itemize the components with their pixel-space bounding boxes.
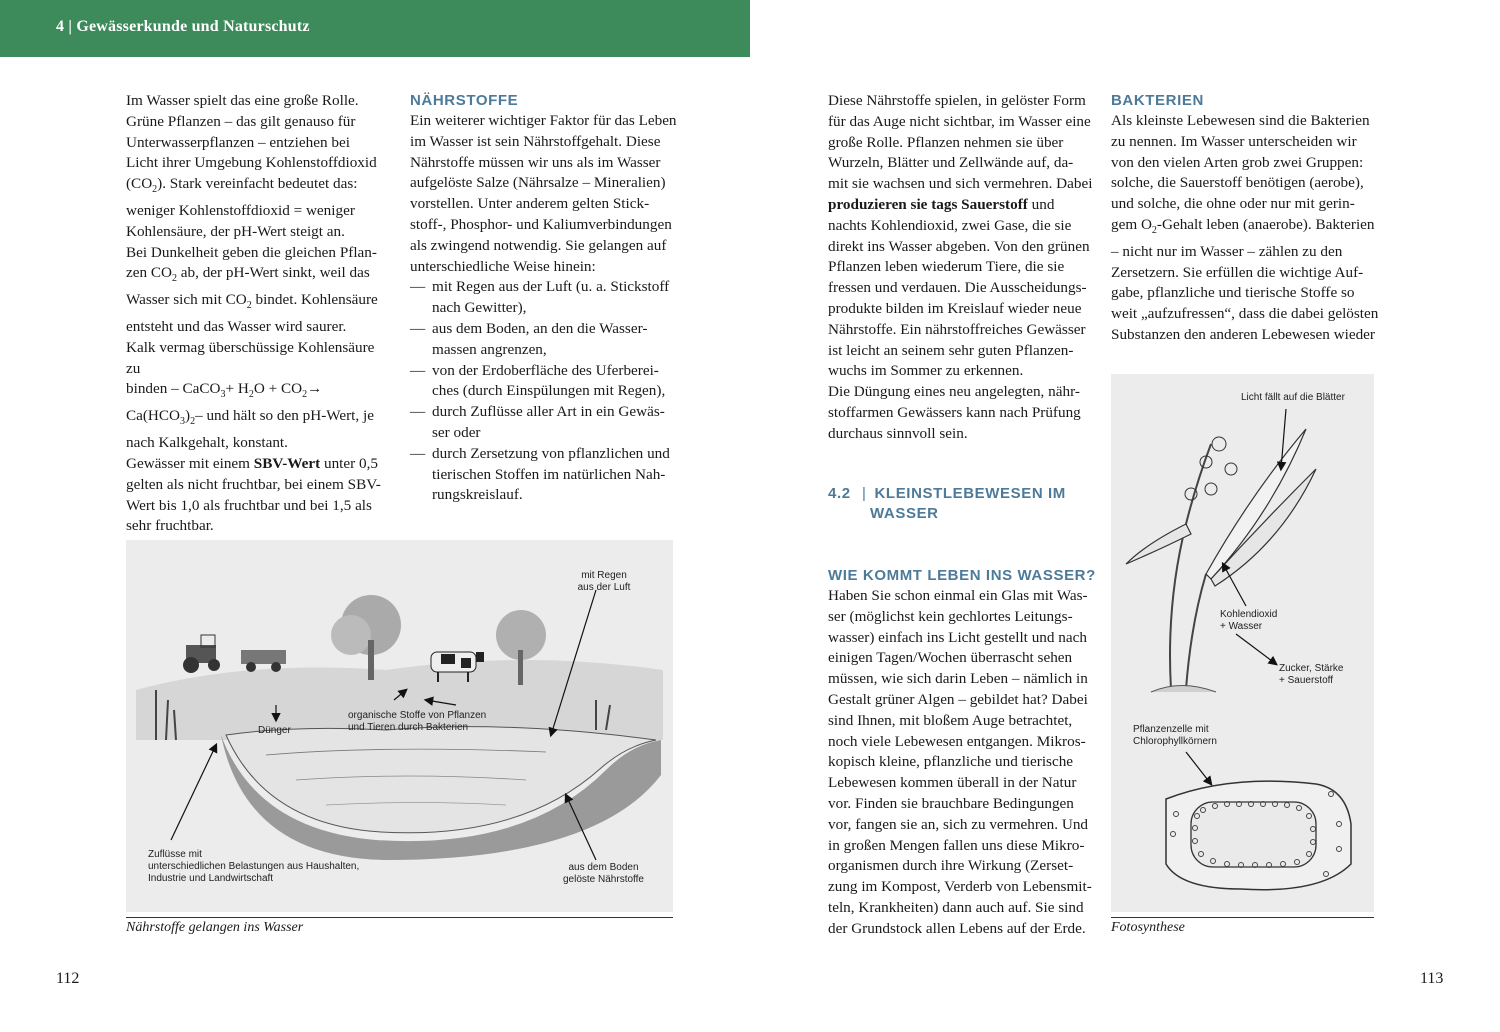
text-line: direkt ins Wasser abgeben. Von den grünen (828, 237, 1090, 255)
nutrient-source-list (410, 277, 678, 506)
section-number: 4.2 (828, 485, 851, 502)
text-line: Wasser sich mit $CO_2$ bindet. Kohlensäure (126, 291, 378, 312)
text-line: mit sie wachsen und sich vermehren. Dabei (828, 175, 1093, 193)
text-line: vorstellen. Unter anderem gelten Stick- (410, 195, 650, 213)
text-line: Haben Sie schon einmal ein Glas mit Was- (828, 587, 1088, 604)
text-line: $Ca(HCO_3)_2-$ und hält so den pH-Wert, je (126, 407, 374, 428)
text-line: für das Auge nicht sichtbar, im Wasser eine (828, 112, 1091, 130)
text-line: im Wasser ist sein Nährstoffgehalt. Diese (410, 132, 661, 150)
section-heading: 4.2 | KLEINSTLEBEWESEN IM WASSER (828, 485, 1066, 522)
text-line: ser (möglichst kein gechlortes Leitungs- (828, 607, 1073, 625)
list-item: — aus dem Boden, an den die Wasser- massen angrenzen, (410, 319, 678, 361)
text-line: zu nennen. Im Wasser unterscheiden wir (1111, 132, 1357, 150)
text-line: vor. Finden sie brauchbare Bedingungen (828, 794, 1074, 812)
list-item: — durch Zuflüsse aller Art in ein Gewäs- ser oder (410, 402, 678, 444)
label-cell: Pflanzenzelle mit Chlorophyllkörnern (1133, 724, 1217, 747)
page-number-right: 113 (1420, 970, 1444, 987)
text-line: Die Düngung eines neu angelegten, nähr- (828, 383, 1080, 401)
text-line: organismen durch ihre Wirkung (Zerset- (828, 857, 1074, 875)
list-item: — von der Erdoberfläche des Uferberei- ches (durch Einspülungen mit Regen), (410, 361, 678, 403)
text-line: gem $O_2$-Gehalt leben (anaerobe). Bakterien (1111, 215, 1375, 237)
list-item: — mit Regen aus der Luft (u. a. Stickstoff nach Gewitter), (410, 277, 678, 319)
photosynthesis-illustration (1111, 374, 1374, 912)
label-rain: mit Regen aus der Luft (577, 570, 631, 593)
text-line: $(CO_2)$. Stark vereinfacht bedeutet das: (126, 175, 358, 196)
heading-bakterien: BAKTERIEN (1111, 92, 1204, 109)
figure-caption: Fotosynthese (1111, 920, 1185, 935)
text-line: gelten als nicht fruchtbar, bei einem SBV- (126, 475, 381, 493)
caption-rule (126, 917, 673, 918)
text-line: Gewässer mit einem SBV-Wert unter 0,5 (126, 454, 378, 472)
text-line: Zersetzern. Sie erfüllen die wichtige Auf- (1111, 263, 1364, 281)
text-line: gabe, pflanzliche und tierische Stoffe so (1111, 284, 1355, 302)
text-line: nachts Kohlendioxid, zwei Gase, die sie (828, 216, 1072, 234)
text-line: Wert bis 1,0 als fruchtbar und bei 1,5 als (126, 496, 372, 514)
text-line: Grüne Pflanzen – das gilt genauso für (126, 112, 356, 130)
left-column-1 (126, 91, 391, 537)
text-line: müssen, wie sich darin Leben – nämlich in (828, 670, 1088, 688)
pond-nutrient-illustration (126, 540, 673, 912)
text-line: große Rolle. Pflanzen nehmen sie über (828, 133, 1064, 151)
text-line: Licht ihrer Umgebung Kohlenstoffdioxid (126, 154, 377, 172)
label-sugar: Zucker, Stärke + Sauerstoff (1279, 663, 1344, 686)
figure-caption: Nährstoffe gelangen ins Wasser (126, 920, 304, 935)
label-fertilizer: Dünger (258, 725, 291, 736)
right-column-1-section (828, 566, 1098, 940)
text-line: Gestalt grüner Algen – gebildet hat? Dabei (828, 690, 1088, 708)
text-line: der Grundstock allen Lebens auf der Erde. (828, 919, 1086, 937)
label-organic: organische Stoffe von Pflanzen und Tieren durch Bakterien (348, 710, 487, 733)
text-line: Diese Nährstoffe spielen, in gelöster Form (828, 92, 1086, 109)
page-number-left: 112 (56, 970, 80, 987)
text-line: entsteht und das Wasser wird saurer. (126, 318, 347, 336)
text-line: fressen und verdauen. Die Ausscheidungs- (828, 279, 1087, 297)
text-line: vor, fangen sie an, sich zu vermehren. Und (828, 815, 1089, 833)
text-line: Ein weiterer wichtiger Faktor für das Leben (410, 112, 677, 129)
left-column-2 (410, 91, 678, 506)
text-line: als zwingend notwendig. Sie gelangen auf (410, 236, 667, 254)
text-line: Bei Dunkelheit geben die gleichen Pflan- (126, 243, 377, 261)
text-line: kopisch kleine, pflanzliche und tierische (828, 753, 1074, 771)
text-line: zung im Kompost, Verderb von Lebensmit- (828, 878, 1092, 896)
photosynthesis-drawing (1111, 374, 1374, 912)
text-line: Lebewesen kommen überall in der Natur (828, 774, 1077, 792)
right-column-2 (1111, 91, 1381, 346)
label-light: Licht fällt auf die Blätter (1241, 392, 1345, 403)
text-line: Unterwasserpflanzen – entziehen bei (126, 133, 350, 151)
caption-rule (1111, 917, 1374, 918)
text-line: noch viele Lebewesen entgangen. Mikros- (828, 732, 1086, 750)
text-line: – nicht nur im Wasser – zählen zu den (1111, 242, 1343, 260)
text-line: von den vielen Arten grob zwei Gruppen: (1111, 153, 1364, 171)
text-line: aufgelöste Salze (Nährsalze – Mineralien) (410, 174, 666, 192)
text-line: wuchs im Sommer zu erkennen. (828, 362, 1024, 380)
text-line: produkte bilden im Kreislauf wieder neue (828, 299, 1082, 317)
text-line: unterschiedliche Weise hinein: (410, 257, 596, 275)
text-line: Kalk vermag überschüssige Kohlensäure zu (126, 338, 375, 377)
text-line: solche, die Sauerstoff benötigen (aerobe), (1111, 174, 1364, 192)
text-line: zen $CO_2$ ab, der pH-Wert sinkt, weil das (126, 264, 370, 285)
label-co2: Kohlendioxid + Wasser (1220, 609, 1278, 632)
text-line: binden – CaCO$_3$+ $H_2O + CO_2\to$ (126, 380, 323, 401)
text-line: nach Kalkgehalt, konstant. (126, 434, 288, 452)
right-column-1 (828, 91, 1096, 445)
text-line: Kohlensäure, der pH-Wert steigt an. (126, 222, 345, 240)
text-line: wasser) einfach ins Licht gestellt und nach (828, 628, 1087, 646)
text-line: stoff-, Phosphor- und Kaliumverbindungen (410, 215, 672, 233)
text-line: Als kleinste Lebewesen sind die Bakterien (1111, 112, 1370, 129)
section-separator: | (862, 485, 867, 502)
text-line: produzieren sie tags Sauerstoff und (828, 195, 1055, 213)
chapter-title: 4 | Gewässerkunde und Naturschutz (56, 18, 310, 35)
text-line: Im Wasser spielt das eine große Rolle. (126, 92, 359, 109)
text-line: Nährstoffe. Ein nährstoffreiches Gewässer (828, 320, 1086, 338)
label-inflow: Zuflüsse mit unterschiedlichen Belastungen aus Haushalten, Industrie und Landwirtschaft (148, 849, 360, 884)
heading-naehrstoffe: NÄHRSTOFFE (410, 92, 519, 109)
list-item: — durch Zersetzung von pflanzlichen und tierischen Stoffen im natürlichen Nah- rungskreislauf. (410, 444, 678, 506)
text-line: durchaus sinnvoll sein. (828, 424, 968, 442)
text-line: weniger Kohlenstoffdioxid = weniger (126, 202, 355, 220)
subheading-leben: WIE KOMMT LEBEN INS WASSER? (828, 567, 1096, 584)
text-line: Wurzeln, Blätter und Zellwände auf, da- (828, 154, 1074, 172)
text-line: stoffarmen Gewässers kann nach Prüfung (828, 403, 1081, 421)
text-line: Pflanzen leben wiederum Tiere, die sie (828, 258, 1065, 276)
text-line: sehr fruchtbar. (126, 517, 214, 535)
text-line: weit „aufzufressen“, dass die dabei gelösten (1111, 305, 1379, 323)
text-line: ist leicht an seinem sehr guten Pflanzen- (828, 341, 1074, 359)
text-line: Substanzen den anderen Lebewesen wieder (1111, 326, 1375, 343)
label-soil: aus dem Boden gelöste Nährstoffe (563, 862, 644, 885)
text-line: und solche, die ohne oder nur mit gerin- (1111, 195, 1355, 213)
text-line: einigen Tagen/Wochen überrascht sehen (828, 649, 1073, 667)
chapter-header-bar (0, 0, 750, 57)
text-line: teln, Krankheiten) dann auch auf. Sie sind (828, 898, 1084, 916)
text-line: Nährstoffe müssen wir uns als im Wasser (410, 153, 661, 171)
text-line: in großen Mengen fallen uns diese Mikro- (828, 836, 1085, 854)
text-line: sind Ihnen, mit bloßem Auge betrachtet, (828, 711, 1073, 729)
